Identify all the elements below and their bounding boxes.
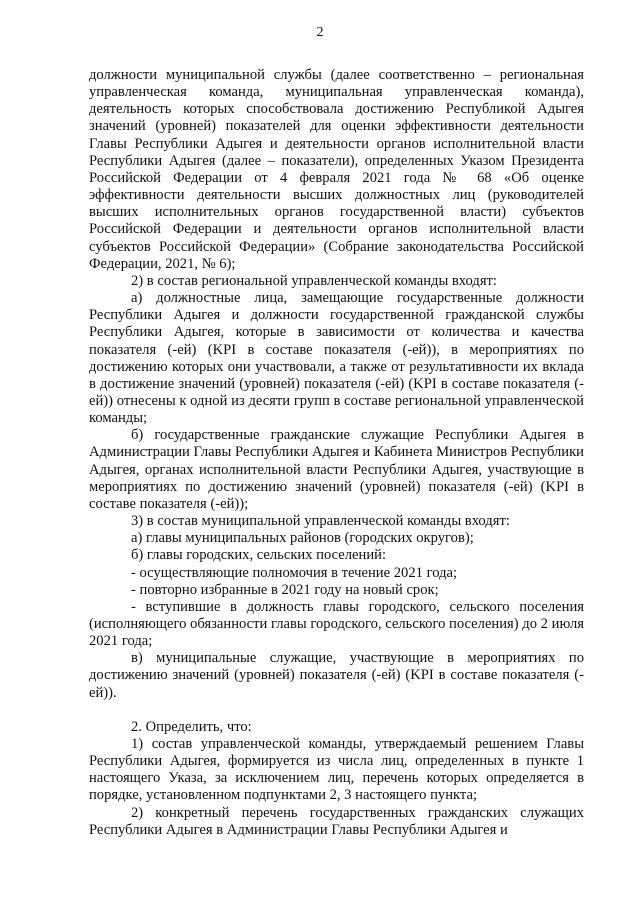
page-number: 2 bbox=[316, 25, 324, 40]
paragraph-municipal-a: а) главы муниципальных районов (городских округов); bbox=[131, 530, 474, 547]
paragraph-section-2-1: 1) состав управленческой команды, утверждаемый решением Главы Республики Адыгея, формируется из числа лиц, определенных в пункте 1 настоящего Указа, за исключением лиц, перечень которых определяется в порядке, установленном подпунктами 2, 3 настоящего пункта; bbox=[89, 735, 584, 804]
document-body bbox=[89, 67, 584, 839]
paragraph-municipal-team: 3) в состав муниципальной управленческой команды входят: bbox=[131, 513, 510, 530]
paragraph-continuation: должности муниципальной службы (далее соответственно – региональная управленческая команда, муниципальная управленческая команда), деятельность которых способствовала достижению Республикой Адыгея значений (уровней) показателей для оценки эффективности деятельности Главы Республики Адыгея и деятельности органов исполнительной власти Республики Адыгея (далее – показатели), определенных Указом Президента Российской Федерации от 4 февраля 2021 года № 68 «Об оценке эффективности деятельности высших должностных лиц (руководителей высших исполнительных органов государственной власти) субъектов Российской Федерации и деятельности органов исполнительной власти субъектов Российской Федерации» (Собрание законодательства Российской Федерации, 2021, № 6); bbox=[89, 67, 584, 272]
paragraph-municipal-c: в) муниципальные служащие, участвующие в мероприятиях по достижению значений (уровней) показателя (-ей) (KPI в составе показателя (-ей)). bbox=[89, 650, 584, 701]
paragraph-regional-team: 2) в состав региональной управленческой команды входят: bbox=[131, 272, 497, 289]
paragraph-regional-b: б) государственные гражданские служащие Республики Адыгея в Администрации Главы Республики Адыгея и Кабинета Министров Республики Адыгея, органах исполнительной власти Республики Адыгея, участвующие в мероприятиях по достижению значений (уровней) показателя (-ей) (KPI в составе показателя (-ей)); bbox=[89, 427, 584, 512]
paragraph-regional-a: а) должностные лица, замещающие государственные должности Республики Адыгея и должности государственной гражданской службы Республики Адыгея, которые в зависимости от количества и качества показателя (-ей) (KPI в составе показателя (-ей)), в мероприятиях по достижению которых они участвовали, а также от результативности их вклада в достижение значений (уровней) показателя (-ей) (KPI в составе показателя (-ей)) отнесены к одной из десяти групп в составе региональной управленческой команды; bbox=[89, 290, 584, 427]
paragraph-municipal-b: б) главы городских, сельских поселений: bbox=[131, 547, 387, 564]
list-item: - вступившие в должность главы городского, сельского поселения (исполняющего обязанности главы городского, сельского поселения) до 2 июля 2021 года; bbox=[89, 598, 584, 650]
list-item: - повторно избранные в 2021 году на новый срок; bbox=[131, 581, 439, 598]
list-item: - осуществляющие полномочия в течение 2021 года; bbox=[131, 564, 458, 581]
paragraph-section-2-2: 2) конкретный перечень государственных гражданских служащих Республики Адыгея в Администрации Главы Республики Адыгея и bbox=[89, 804, 584, 838]
paragraph-section-2: 2. Определить, что: bbox=[131, 718, 252, 735]
